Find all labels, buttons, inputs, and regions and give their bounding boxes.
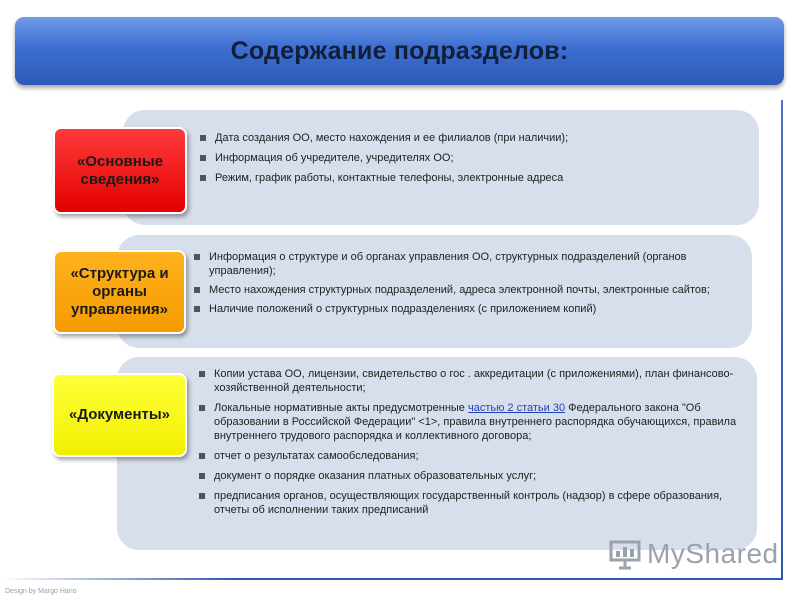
category-structure	[53, 250, 186, 334]
list-item: отчет о результатах самообследования;	[199, 449, 744, 463]
category-label: «Документы»	[68, 406, 171, 423]
basic-info-list	[200, 131, 740, 191]
list-item: предписания органов, осуществляющих государственный контроль (надзор) в сфере образования, отчеты об исполнении таких предписаний	[199, 489, 744, 517]
frame-bottom-line	[0, 578, 783, 580]
category-basic-info	[53, 127, 187, 214]
page-title: Содержание подразделов:	[230, 36, 569, 65]
law-article-link[interactable]: частью 2 статьи 30	[467, 402, 566, 414]
category-label: «Основные сведения»	[76, 152, 163, 188]
list-item: Копии устава ОО, лицензии, свидетельство о гос . аккредитации (с приложениями), план финансово-хозяйственной деятельности;	[199, 367, 744, 395]
law-text-before: Локальные нормативные акты предусмотренные	[214, 402, 468, 414]
category-label: «Структура и органы управления»	[70, 265, 169, 318]
list-item: Информация о структуре и об органах управления ОО, структурных подразделений (органов управления);	[194, 250, 739, 278]
law-text-after: Федерального закона "Об образовании в Российской Федерации" <1>, правила внутреннего распорядка обучающихся, правила внутреннего трудового распорядка и коллективного договора;	[214, 402, 737, 442]
list-item: Информация об учредителе, учредителях ОО;	[200, 151, 740, 165]
list-item: Наличие положений о структурных подразделениях (с приложением копий)	[194, 302, 739, 316]
category-documents	[52, 373, 187, 457]
panel-basic-info	[123, 110, 759, 225]
title-bar	[15, 17, 784, 85]
list-item: Место нахождения структурных подразделений, адреса электронной почты, электронные сайтов;	[194, 283, 739, 297]
panel-structure	[117, 235, 752, 348]
watermark-text: MyShared	[647, 538, 779, 569]
list-item: документ о порядке оказания платных образовательных услуг;	[199, 469, 744, 483]
presentation-icon	[608, 537, 642, 571]
design-credit: Design by Margo Hario	[5, 588, 77, 595]
watermark	[608, 536, 779, 572]
frame-right-line	[781, 100, 783, 578]
documents-list	[199, 367, 744, 523]
list-item: Дата создания ОО, место нахождения и ее филиалов (при наличии);	[200, 131, 740, 145]
list-item	[199, 401, 744, 443]
structure-list	[194, 250, 739, 321]
panel-documents	[117, 357, 757, 550]
list-item: Режим, график работы, контактные телефоны, электронные адреса	[200, 171, 740, 185]
